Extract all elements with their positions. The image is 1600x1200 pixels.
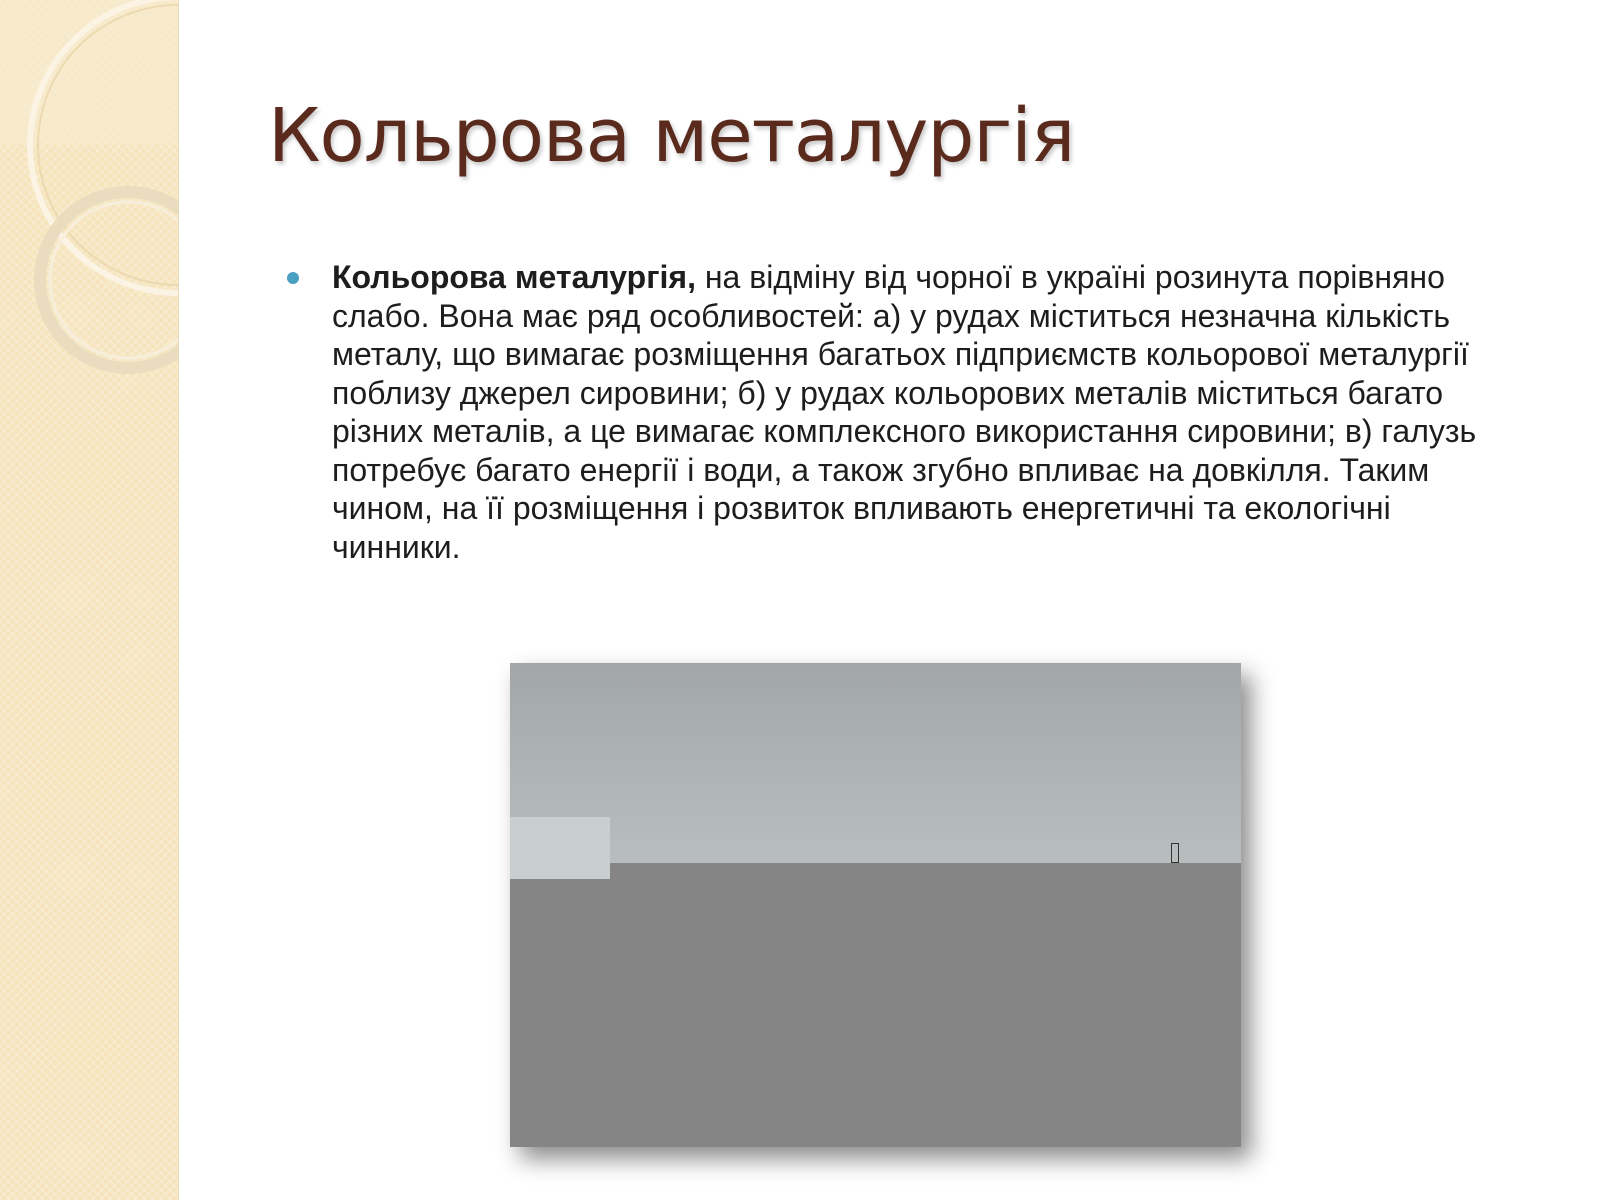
- industrial-photo: [510, 663, 1241, 1147]
- photo-smoke: [510, 817, 610, 879]
- bullet-body: на відміну від чорної в україні розинута порівняно слабо. Вона має ряд особливостей: а) у рудах міститься незначна кількість металу, що вимагає розміщення багатьох підприємств кольорової металургії поблизу джерел сировини; б) у рудах кольорових металів міститься багато різних металів, а це вимагає комплексного використання сировини; в) галузь потребує багато енергії і води, а також згубно впливає на довкілля. Таким чином, на її розміщення і розвиток впливають енергетичні та екологічні чинники.: [332, 259, 1477, 565]
- decorative-side-panel: [0, 0, 179, 1200]
- bullet-text: [332, 258, 1507, 566]
- bullet-dot-icon: [287, 272, 299, 284]
- photo-tower: [1171, 843, 1179, 863]
- slide-title: Кольрова металургія: [268, 93, 1075, 179]
- photo-sky: [510, 663, 1241, 863]
- decorative-circles-icon: [0, 0, 178, 1200]
- bullet-lead: Кольорова металургія,: [332, 259, 696, 295]
